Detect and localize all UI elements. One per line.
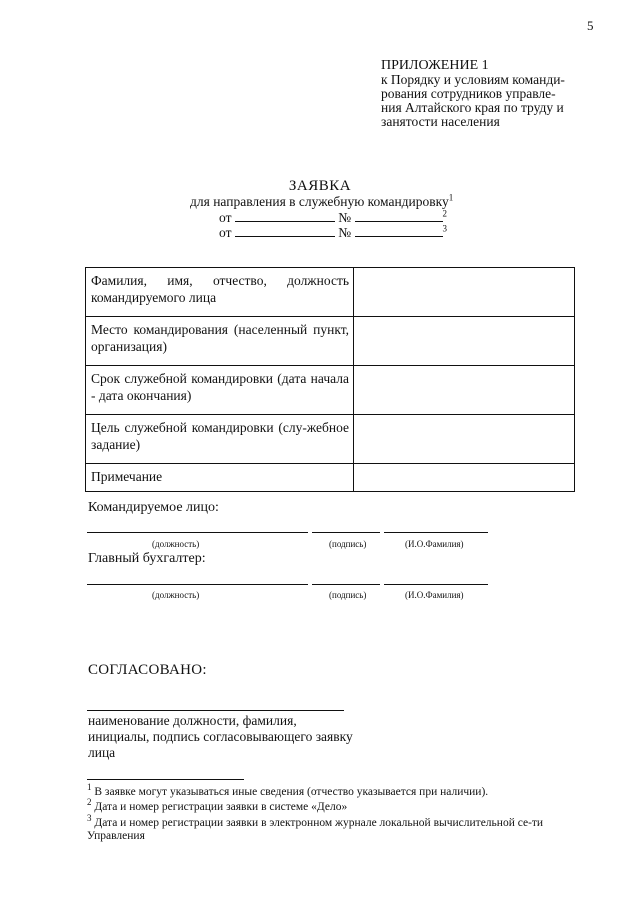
footnote-number: 2 <box>87 797 92 808</box>
footnote-3 <box>87 813 587 843</box>
position-line[interactable] <box>87 532 308 533</box>
table-row <box>86 366 575 415</box>
caption-signature: (подпись) <box>329 590 367 600</box>
table-row <box>86 415 575 464</box>
appendix-heading: ПРИЛОЖЕНИЕ 1 <box>381 58 489 73</box>
appendix-line: ния Алтайского края по труду и <box>381 100 564 115</box>
row-label: Цель служебной командировки (слу-жебное задание) <box>86 415 354 464</box>
footnote-text: Дата и номер регистрации заявки в системе «Дело» <box>94 801 348 813</box>
footnote-separator <box>87 779 244 780</box>
appendix-line: к Порядку и условиям команди- <box>381 72 565 87</box>
name-line[interactable] <box>384 584 488 585</box>
caption-position: (должность) <box>152 539 200 549</box>
row-value-field[interactable] <box>354 464 575 492</box>
appendix-line: занятости населения <box>381 114 500 129</box>
subtitle-text: для направления в служебную командировку <box>190 194 449 209</box>
number-field[interactable] <box>355 225 443 237</box>
table-row <box>86 464 575 492</box>
caption-name: (И.О.Фамилия) <box>405 590 464 600</box>
footnote-1 <box>87 782 587 799</box>
footnote-number: 1 <box>87 782 92 793</box>
from-label: от <box>219 225 232 240</box>
row-label: Фамилия, имя, отчество, должность командируемого лица <box>86 268 354 317</box>
row-label: Место командирования (населенный пункт, организация) <box>86 317 354 366</box>
caption-name: (И.О.Фамилия) <box>405 539 464 549</box>
number-label: № <box>338 225 352 240</box>
document-title: ЗАЯВКА <box>288 178 352 194</box>
footnote-2 <box>87 797 587 814</box>
footnote-ref-3: 3 <box>442 223 447 234</box>
date-field[interactable] <box>235 225 335 237</box>
page-number: 5 <box>587 18 594 33</box>
footnote-text: В заявке могут указываться иные сведения (отчество указывается при наличии). <box>94 786 489 798</box>
document-subtitle <box>190 194 453 210</box>
row-label: Примечание <box>86 464 354 492</box>
caption-position: (должность) <box>152 590 200 600</box>
row-value-field[interactable] <box>354 366 575 415</box>
table-row <box>86 268 575 317</box>
name-line[interactable] <box>384 532 488 533</box>
from-label: от <box>219 210 232 225</box>
signature-line[interactable] <box>312 532 380 533</box>
number-field[interactable] <box>355 210 443 222</box>
footnote-ref-2: 2 <box>442 208 447 219</box>
footnote-number: 3 <box>87 813 92 824</box>
signature-title-accountant: Главный бухгалтер: <box>88 551 206 566</box>
appendix-block <box>381 59 601 129</box>
row-label: Срок служебной командировки (дата начала - дата окончания) <box>86 366 354 415</box>
appendix-line: рования сотрудников управле- <box>381 86 556 101</box>
footnote-text: Дата и номер регистрации заявки в электронном журнале локальной вычислительной се-ти Управления <box>87 817 544 842</box>
caption-signature: (подпись) <box>329 539 367 549</box>
request-table <box>85 267 575 492</box>
registration-line-2 <box>219 225 447 241</box>
agreed-title: СОГЛАСОВАНО: <box>88 662 207 678</box>
position-line[interactable] <box>87 584 308 585</box>
footnote-ref-1: 1 <box>448 192 454 203</box>
signature-title-traveler: Командируемое лицо: <box>88 500 219 515</box>
number-label: № <box>338 210 352 225</box>
agreed-signature-line[interactable] <box>87 710 344 711</box>
signature-line[interactable] <box>312 584 380 585</box>
row-value-field[interactable] <box>354 317 575 366</box>
agreed-description: наименование должности, фамилия, инициалы, подпись согласовывающего заявку лица <box>88 713 353 760</box>
registration-line-1 <box>219 210 447 226</box>
table-row <box>86 317 575 366</box>
row-value-field[interactable] <box>354 415 575 464</box>
date-field[interactable] <box>235 210 335 222</box>
row-value-field[interactable] <box>354 268 575 317</box>
